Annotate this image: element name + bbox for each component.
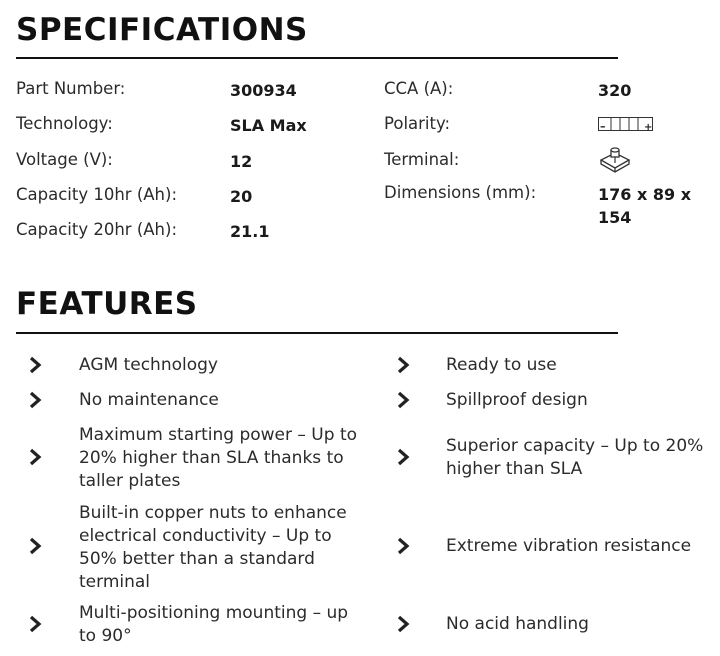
feature-item: Ready to use (446, 355, 557, 375)
spec-label-terminal: Terminal: (384, 150, 460, 169)
chevron-right-icon (28, 615, 42, 633)
feature-item: Extreme vibration resistance (446, 536, 692, 556)
battery-polarity-icon (598, 117, 654, 133)
features-heading: FEATURES (16, 286, 198, 322)
feature-item: Built-in copper nuts to enhance electrical conductivity – Up to 50% better than a standard terminal (79, 503, 347, 592)
specifications-divider (16, 57, 618, 59)
spec-value-dimensions-line1: 176 x 89 x (598, 185, 692, 204)
spec-value-voltage: 12 (230, 152, 253, 171)
features-divider (16, 332, 618, 334)
spec-label-capacity-10hr: Capacity 10hr (Ah): (16, 185, 178, 204)
spec-label-technology: Technology: (16, 114, 113, 133)
feature-item: AGM technology (79, 355, 218, 375)
chevron-right-icon (28, 537, 42, 555)
polarity-plus-sign: + (644, 122, 653, 133)
feature-item: Spillproof design (446, 390, 588, 410)
feature-item: No maintenance (79, 390, 219, 410)
feature-item: Multi-positioning mounting – up to 90° (79, 603, 349, 646)
specifications-heading: SPECIFICATIONS (16, 12, 308, 48)
spec-label-dimensions: Dimensions (mm): (384, 183, 537, 202)
spec-value-cca: 320 (598, 81, 632, 100)
spec-label-polarity: Polarity: (384, 114, 451, 133)
spec-value-technology: SLA Max (230, 116, 307, 135)
spec-label-cca: CCA (A): (384, 79, 454, 98)
battery-terminal-icon (598, 146, 632, 174)
feature-item: Maximum starting power – Up to 20% higher than SLA thanks to taller plates (79, 425, 358, 491)
spec-value-dimensions-line2: 154 (598, 208, 632, 227)
chevron-right-icon (396, 391, 410, 409)
spec-label-part-number: Part Number: (16, 79, 126, 98)
chevron-right-icon (28, 391, 42, 409)
chevron-right-icon (396, 356, 410, 374)
feature-item: No acid handling (446, 614, 589, 634)
chevron-right-icon (396, 615, 410, 633)
spec-value-capacity-20hr: 21.1 (230, 222, 270, 241)
spec-value-capacity-10hr: 20 (230, 187, 253, 206)
spec-value-part-number: 300934 (230, 81, 297, 100)
feature-item: Superior capacity – Up to 20% higher than SLA (446, 436, 704, 479)
chevron-right-icon (396, 448, 410, 466)
spec-label-capacity-20hr: Capacity 20hr (Ah): (16, 220, 178, 239)
spec-label-voltage: Voltage (V): (16, 150, 113, 169)
chevron-right-icon (28, 356, 42, 374)
chevron-right-icon (28, 448, 42, 466)
chevron-right-icon (396, 537, 410, 555)
polarity-minus-sign: – (600, 120, 606, 133)
